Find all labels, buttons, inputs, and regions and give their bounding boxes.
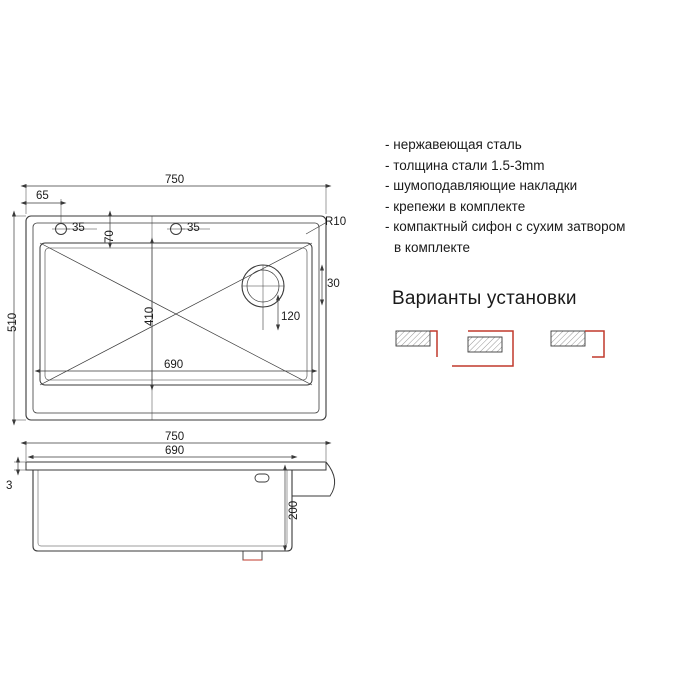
side-outlet-stub (243, 551, 262, 560)
variant-2-countertop (468, 337, 502, 352)
variant-1-sink-profile (430, 331, 437, 357)
variant-1-countertop (396, 331, 430, 346)
spec-item: - компактный сифон с сухим затвором (385, 219, 626, 234)
spec-item: - шумоподавляющие накладки (385, 178, 578, 193)
dim-label-overall-height: 510 (7, 312, 19, 332)
side-drain-pipe (292, 462, 335, 496)
corner-radius-leader (306, 222, 327, 234)
dim-label-rim-thickness: 3 (6, 480, 13, 492)
spec-list (385, 135, 695, 258)
dim-label-corner-radius: R10 (325, 216, 347, 228)
side-body-outline (33, 470, 292, 551)
overflow-slot (255, 474, 269, 482)
install-variant-3 (551, 331, 604, 357)
top-view-group (12, 186, 327, 420)
spec-item: - толщина стали 1.5-3mm (385, 157, 545, 173)
dim-label-hole-spacing: 70 (104, 230, 116, 243)
dim-label-edge-offset: 65 (36, 190, 49, 202)
dim-label-bowl-inner-width: 690 (164, 359, 184, 371)
spec-item: - нержавеющая сталь (385, 137, 522, 152)
variant-3-sink-profile (585, 331, 604, 357)
dim-label-side-bowl-width: 690 (165, 445, 185, 457)
side-body-inner (38, 470, 287, 546)
dim-label-bowl-inner-height: 410 (144, 306, 156, 326)
dim-label-depth: 200 (288, 500, 300, 520)
dim-label-hole-2: 35 (187, 222, 200, 234)
spec-item: в комплекте (394, 239, 471, 255)
dim-label-side-overall-width: 750 (165, 431, 185, 443)
dim-label-overall-width-top: 750 (165, 174, 185, 186)
dim-label-rim-width: 30 (327, 278, 340, 290)
spec-item: - крепежи в комплекте (385, 198, 526, 214)
side-rim-plate (26, 462, 326, 470)
install-variant-2 (452, 331, 513, 366)
install-variant-1 (396, 331, 437, 357)
side-view-group (14, 443, 335, 560)
install-variants-title: Варианты установки (392, 288, 577, 309)
dim-label-drain-offset: 120 (281, 311, 301, 323)
dim-label-hole-1: 35 (72, 222, 85, 234)
variant-3-countertop (551, 331, 585, 346)
